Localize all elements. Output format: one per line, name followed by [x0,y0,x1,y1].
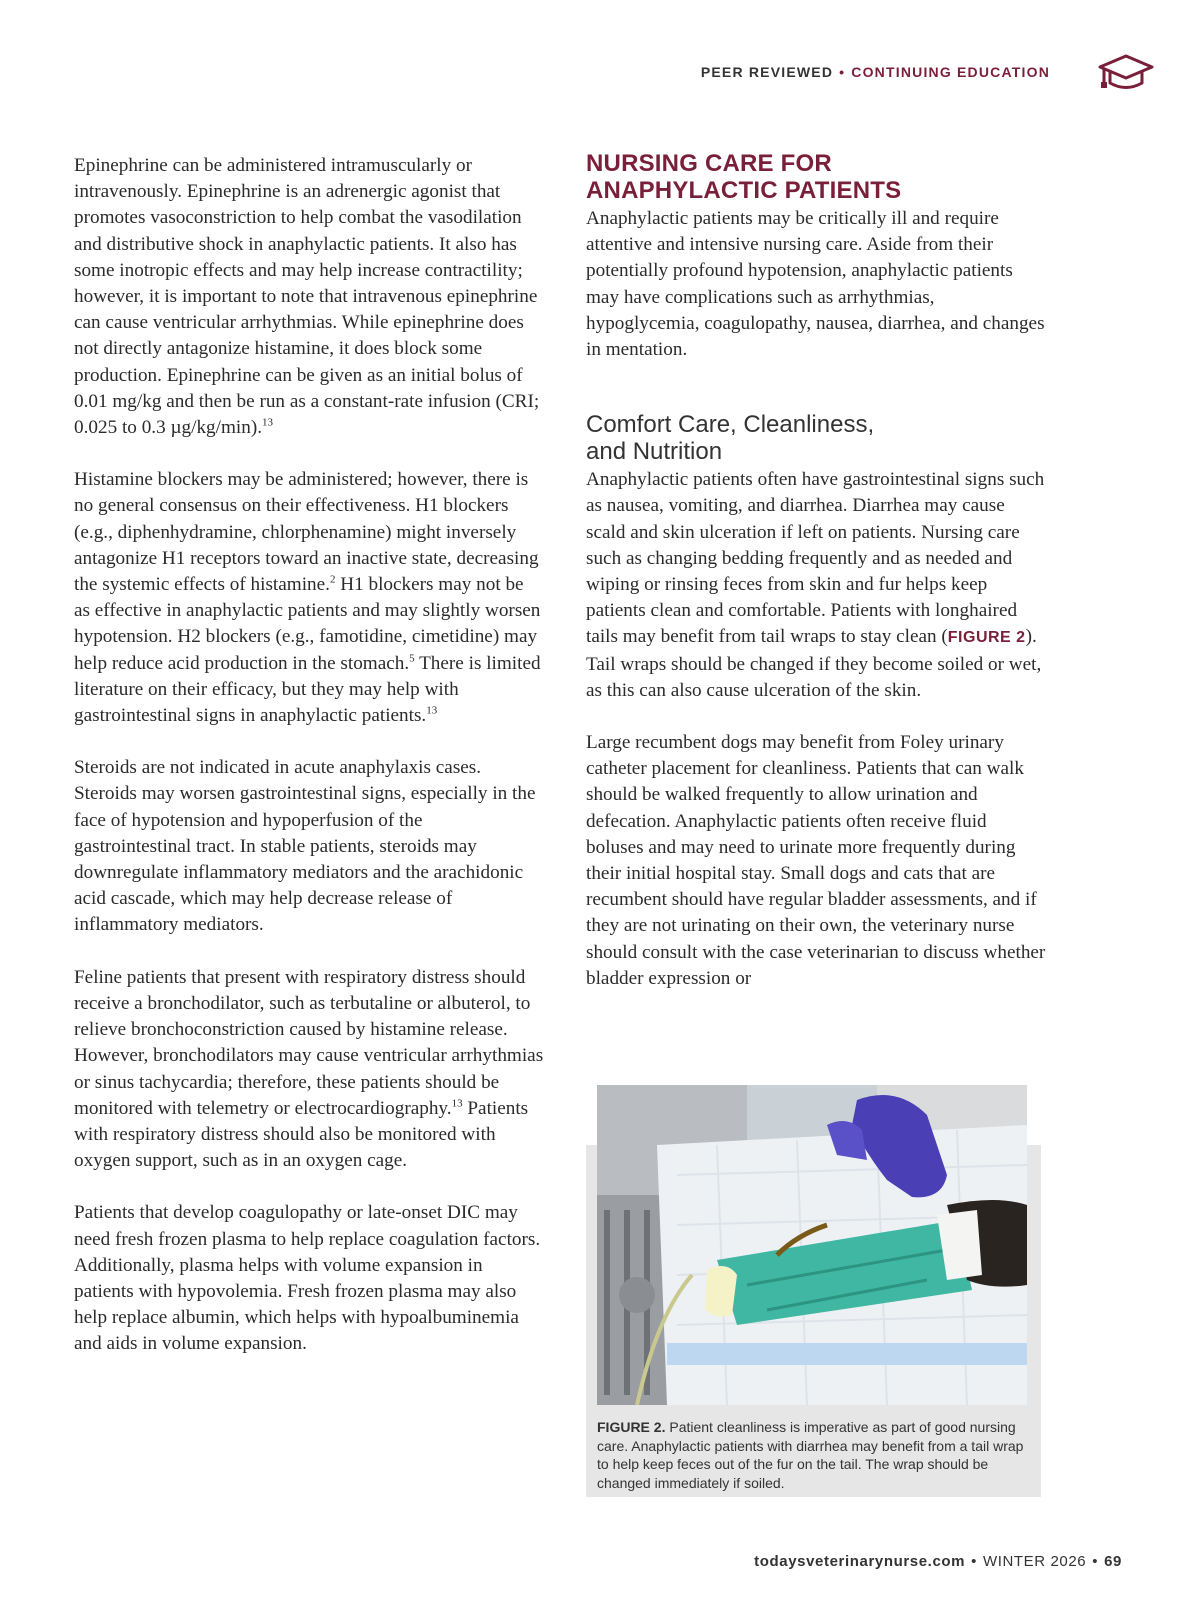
figure-photo [597,1085,1027,1405]
citation-superscript: 13 [426,704,438,717]
subsection-heading-line: Comfort Care, Cleanliness, [586,411,875,439]
paragraph-text: Histamine blockers may be administered; however, there is no general consensus on their effectiveness. H1 blockers (e.g., diphenhydramine, chlorphenamine) might inversely antagonize H1 receptors toward an inactive state, decreasing the systemic effects of histamine. [74,469,539,596]
footer-separator: • [971,1553,977,1570]
figure-caption-text: Patient cleanliness is imperative as part of good nursing care. Anaphylactic patients with diarrhea may benefit from a tail wrap to help keep feces out of the fur on the tail. The wrap should be changed immediately if soiled. [597,1419,1024,1491]
continuing-education-label: CONTINUING EDUCATION [851,64,1050,80]
paragraph-plasma: Patients that develop coagulopathy or late-onset DIC may need fresh frozen plasma to help replace coagulation factors. Additionally, plasma helps with volume expansion in patients with hypovolemia. Fresh frozen plasma may also help replace albumin, which helps with hypoalbuminemia and aids in volume expansion. [74,1202,541,1355]
citation-superscript: 2 [329,573,336,586]
left-column [74,153,544,1384]
paragraph-histamine-blockers [74,467,544,729]
paragraph-text: Feline patients that present with respiratory distress should receive a bronchodilator, such as terbutaline or albuterol, to relieve bronchoconstriction caused by histamine release. However, bronchodilators may cause ventricular arrhythmias or sinus tachycardia; therefore, these patients should be monitored with telemetry or electrocardiography. [74,966,544,1119]
paragraph-epinephrine [74,153,544,441]
footer-separator: • [1092,1553,1099,1570]
paragraph-text: There is limited literature on their efficacy, but they may help with gastrointestinal signs in anaphylactic patients. [74,652,541,727]
paragraph-text: Anaphylactic patients often have gastrointestinal signs such as nausea, vomiting, and diarrhea. Diarrhea may cause scald and skin ulceration if left on patients. Nursing care such as changing bedding frequently and as needed and wiping or rinsing feces from skin and fur helps keep patients clean and comfortable. Patients with longhaired tails may benefit from tail wraps to stay clean ( [586,469,1045,648]
figure-label: FIGURE 2. [597,1419,666,1435]
graduation-cap-icon [1098,52,1154,92]
section-heading-line: NURSING CARE FOR [586,150,832,177]
subsection-heading [586,411,1046,465]
running-header [701,64,1050,80]
paragraph-text: Epinephrine can be administered intramuscularly or intravenously. Epinephrine is an adrenergic agonist that promotes vasoconstriction to help combat the vasodilation and distributive shock in anaphylactic patients. It also has some inotropic effects and may help increase contractility; however, it is important to note that intravenous epinephrine can cause ventricular arrhythmias. While epinephrine does not directly antagonize histamine, it does block some production. Epinephrine can be given as an initial bolus of 0.01 mg/kg and then be run as a constant-rate infusion (CRI; 0.025 to 0.3 µg/kg/min). [74,155,540,439]
page-footer [754,1553,1122,1570]
section-heading-line: ANAPHYLACTIC PATIENTS [586,177,902,204]
page-number: 69 [1104,1553,1122,1570]
right-column [586,150,1046,1018]
paragraph-text: ). Tail wraps should be changed if they become soiled or wet, as this can also cause ulceration of the skin. [586,626,1042,701]
figure-reference-link[interactable]: FIGURE 2 [947,629,1026,647]
paragraph-feline-bronchodilator [74,965,544,1175]
section-heading [586,150,1046,204]
paragraph-steroids: Steroids are not indicated in acute anaphylaxis cases. Steroids may worsen gastrointestinal signs, especially in the face of hypotension and hypoperfusion of the gastrointestinal tract. In stable patients, steroids may downregulate inflammatory mediators and the arachidonic acid cascade, which may help decrease release of inflammatory mediators. [74,757,536,936]
tail-wrap-photo [597,1085,1027,1405]
subsection-heading-line: and Nutrition [586,438,723,466]
paragraph-comfort-care [586,467,1046,704]
issue-label: WINTER 2026 [982,1553,1087,1570]
citation-superscript: 13 [262,416,274,429]
website-link[interactable]: todaysveterinarynurse.com [754,1553,966,1570]
peer-reviewed-label: PEER REVIEWED [700,64,834,80]
paragraph-text: H1 blockers may not be as effective in anaphylactic patients and may slightly worsen hypotension. H2 blockers (e.g., famotidine, cimetidine) may help reduce acid production in the stomach. [74,574,541,674]
paragraph-urinary-care: Large recumbent dogs may benefit from Foley urinary catheter placement for cleanliness. Patients that can walk should be walked frequently to allow urination and defecation. Anaphylactic patients often receive fluid boluses and may need to urinate more frequently during their initial hospital stay. Small dogs and cats that are recumbent should have regular bladder assessments, and if they are not urinating on their own, the veterinary nurse should consult with the case veterinarian to discuss whether bladder expression or [586,732,1046,989]
figure-caption [597,1418,1029,1492]
citation-superscript: 13 [451,1097,463,1110]
paragraph-nursing-intro: Anaphylactic patients may be critically ill and require attentive and intensive nursing care. Aside from their potentially profound hypotension, anaphylactic patients may have complications such as arrhythmias, hypoglycemia, coagulopathy, nausea, diarrhea, and changes in mentation. [586,208,1045,361]
citation-superscript: 5 [409,652,415,665]
header-separator: • [839,64,846,80]
paragraph-text: Patients with respiratory distress should also be monitored with oxygen support, such as in an oxygen cage. [74,1097,529,1172]
